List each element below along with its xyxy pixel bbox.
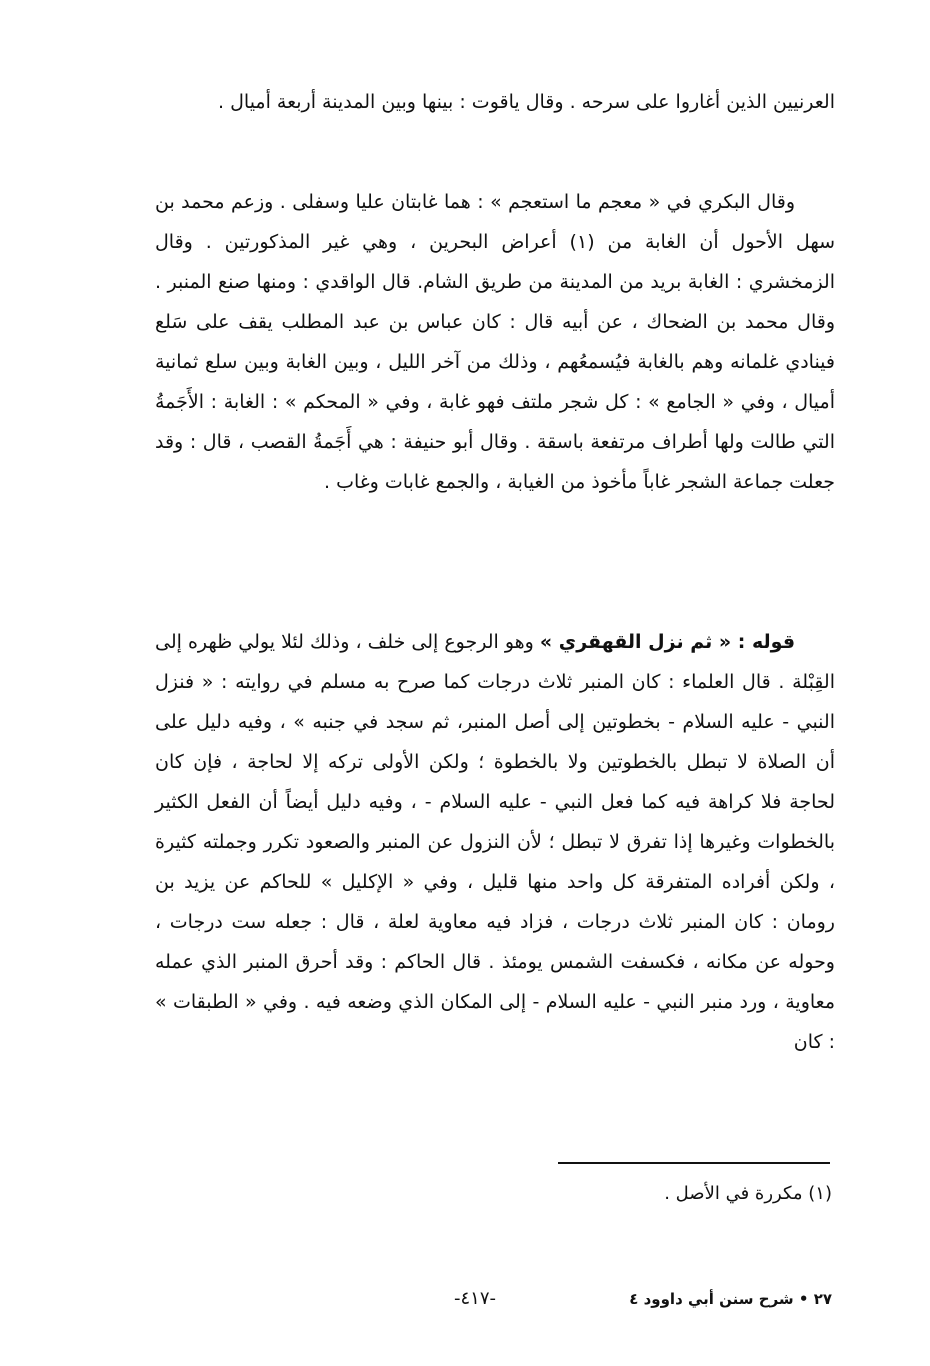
paragraph-3-rest: وهو الرجوع إلى خلف ، وذلك لئلا يولي ظهره إلى القِبْلة . قال العلماء : كان المنبر ثلاث درجات كما صرح به مسلم في روايته : « فنزل النبي - عليه السلام - بخطوتين إلى أصل المنبر، ثم سجد في جنبه » ، وفيه دليل على أن الصلاة لا تبطل بالخطوتين ولا بالخطوة ؛ ولكن الأولى تركه إلا لحاجة ، فإن كان لحاجة فلا كراهة فيه كما فعل النبي - عليه السلام - ، وفيه دليل أيضاً أن الفعل الكثير بالخطوات وغيرها إذا تفرق لا تبطل ؛ لأن النزول عن المنبر والصعود تكرر وجملته كثيرة ، ولكن أفراده المتفرقة كل واحد منها قليل ، وفي « الإكليل » للحاكم عن يزيد بن رومان : كان المنبر ثلاث درجات ، فزاد فيه معاوية لعلة ، قال : جعله ست درجات ، وحوله عن مكانه ، فكسفت الشمس يومئذ . قال الحاكم : وقد أحرق المنبر الذي عمله معاوية ، ورد منبر النبي - عليه السلام - إلى المكان الذي وضعه فيه . وفي « الطبقات » : كان (155, 631, 835, 1053)
paragraph-2 (155, 182, 835, 502)
paragraph-3-lead: قوله : « ثم نزل القهقري » (539, 631, 796, 653)
paragraph-2-text: وقال البكري في « معجم ما استعجم » : هما غابتان عليا وسفلى . وزعم محمد بن سهل الأحول أن الغابة من (١) أعراض البحرين ، وهي غير المذكورتين . وقال الزمخشري : الغابة بريد من المدينة من طريق الشام. قال الواقدي : ومنها صنع المنبر . وقال محمد بن الضحاك ، عن أبيه قال : كان عباس بن عبد المطلب يقف على سَلع فينادي غلمانه وهم بالغابة فيُسمعُهم ، وذلك من آخر الليل ، وبين الغابة وبين سلع ثمانية أميال ، وفي « الجامع » : كل شجر ملتف فهو غابة ، وفي « المحكم » : الغابة : الأَجَمةُ التي طالت ولها أطراف مرتفعة باسقة . وقال أبو حنيفة : هي أَجَمةُ القصب ، قال : وقد جعلت جماعة الشجر غاباً مأخوذ من الغيابة ، والجمع غابات وغاب . (155, 191, 836, 493)
paragraph-1-text: العرنيين الذين أغاروا على سرحه . وقال ياقوت : بينها وبين المدينة أربعة أميال . (218, 91, 835, 113)
footnote-divider (558, 1162, 830, 1164)
page-number: -٤١٧- (453, 1288, 496, 1309)
footnote: (١) مكررة في الأصل . (664, 1183, 832, 1204)
footer-book-title: ٢٧ • شرح سنن أبي داوود ٤ (629, 1290, 832, 1308)
paragraph-3-text (155, 622, 835, 1062)
paragraph-1 (155, 82, 835, 122)
paragraph-3 (155, 622, 835, 1062)
